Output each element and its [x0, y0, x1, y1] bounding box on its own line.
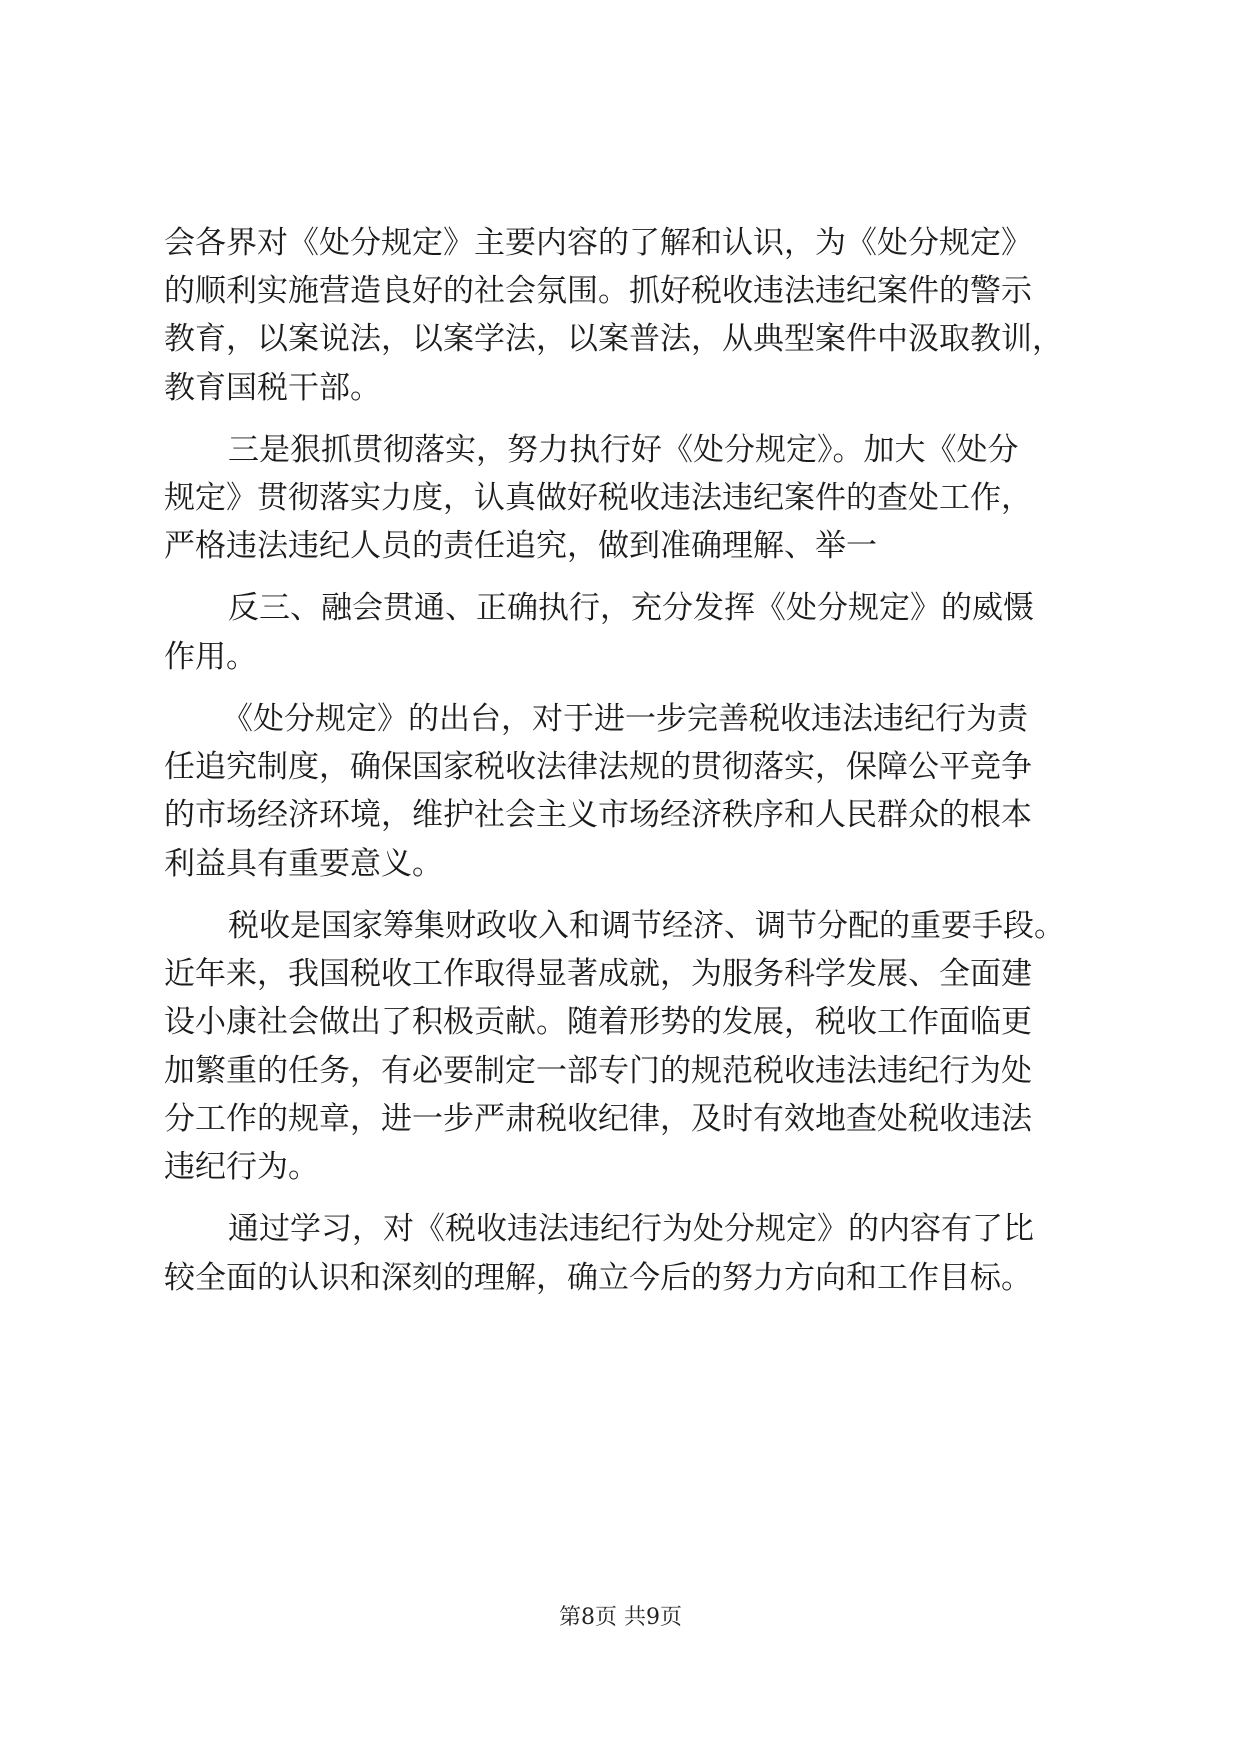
text-line: 分工作的规章，进一步严肃税收纪律，及时有效地查处税收违法 [164, 1101, 1032, 1137]
text-line: 较全面的认识和深刻的理解，确立今后的努力方向和工作目标。 [164, 1260, 1032, 1296]
text-line: 通过学习，对《税收违法违纪行为处分规定》的内容有了比 [228, 1211, 1034, 1247]
text-line: 会各界对《处分规定》主要内容的了解和认识，为《处分规定》 [164, 225, 1032, 261]
text-line: 近年来，我国税收工作取得显著成就，为服务科学发展、全面建 [164, 956, 1032, 992]
text-line: 税收是国家筹集财政收入和调节经济、调节分配的重要手段。 [228, 908, 1065, 944]
text-line: 的市场经济环境，维护社会主义市场经济秩序和人民群众的根本 [164, 797, 1032, 833]
text-line: 规定》贯彻落实力度，认真做好税收违法违纪案件的查处工作， [164, 480, 1032, 516]
text-line: 设小康社会做出了积极贡献。随着形势的发展，税收工作面临更 [164, 1004, 1032, 1040]
page-number-footer: 第8页 共9页 [559, 1605, 682, 1630]
text-line: 教育，以案说法，以案学法，以案普法，从典型案件中汲取教训， [164, 321, 1063, 357]
text-line: 反三、融会贯通、正确执行，充分发挥《处分规定》的威慑 [228, 590, 1034, 626]
text-line: 的顺利实施营造良好的社会氛围。抓好税收违法违纪案件的警示 [164, 273, 1032, 309]
text-line: 严格违法违纪人员的责任追究，做到准确理解、举一 [164, 528, 877, 564]
text-line: 教育国税干部。 [164, 370, 381, 406]
text-line: 作用。 [164, 639, 257, 675]
text-line: 利益具有重要意义。 [164, 846, 443, 882]
text-line: 三是狠抓贯彻落实，努力执行好《处分规定》。加大《处分 [228, 432, 1019, 468]
text-line: 任追究制度，确保国家税收法律法规的贯彻落实，保障公平竞争 [164, 749, 1032, 785]
text-line: 《处分规定》的出台，对于进一步完善税收违法违纪行为责 [222, 701, 1028, 737]
text-line: 加繁重的任务，有必要制定一部专门的规范税收违法违纪行为处 [164, 1053, 1032, 1089]
text-line: 违纪行为。 [164, 1149, 319, 1185]
